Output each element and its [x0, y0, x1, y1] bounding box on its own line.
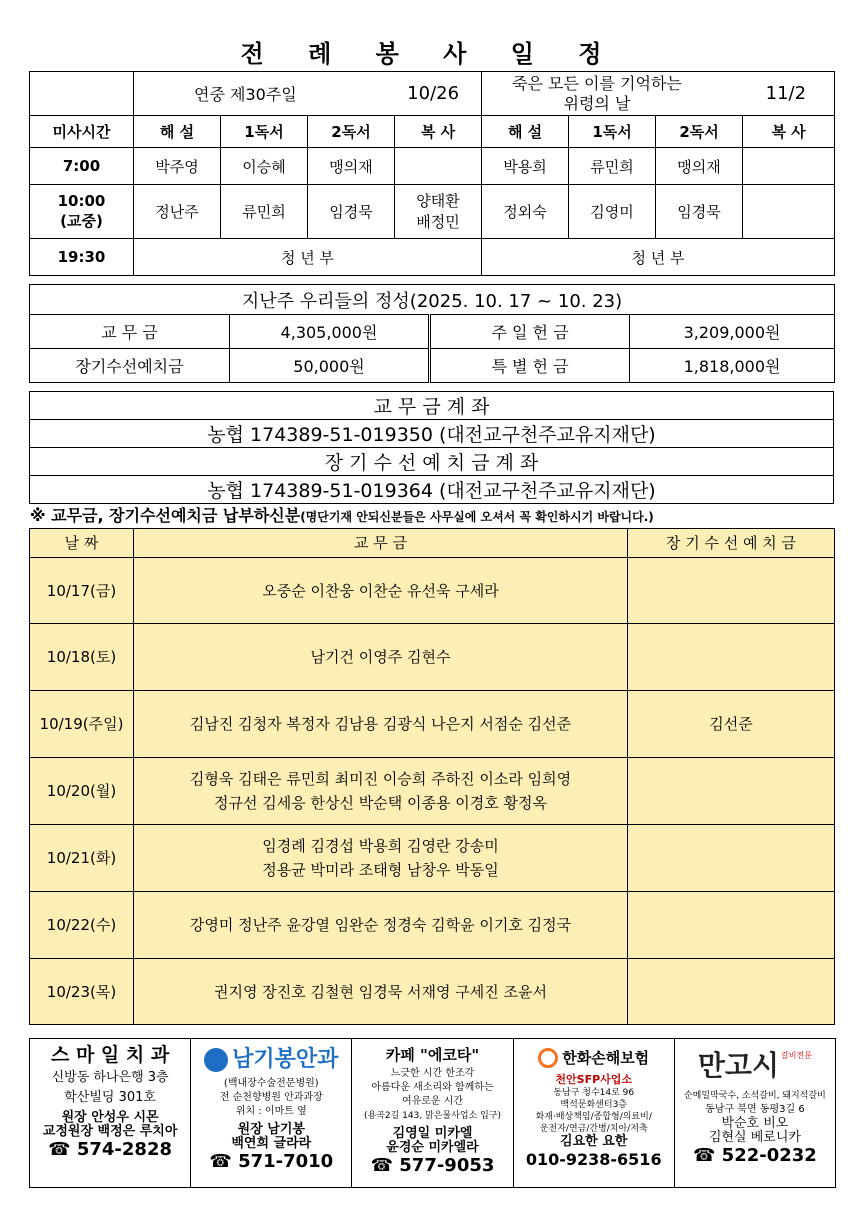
payment-repair: [628, 624, 835, 691]
payment-repair: 김선준: [628, 691, 835, 758]
week1-date: 10/26: [407, 83, 460, 104]
offering-value: 4,305,000원: [230, 315, 430, 349]
ad-line: 김현실 베로니카: [708, 1130, 801, 1145]
payment-names: [134, 825, 628, 892]
mass-time: 7:00: [30, 148, 134, 185]
ad-phone: ☎ 577-9053: [370, 1155, 495, 1176]
server-cell: 김영미: [569, 185, 656, 239]
offering-value: 1,818,000원: [630, 349, 835, 383]
account-title: 장 기 수 선 예 치 금 계 좌: [30, 448, 834, 476]
ad-line: 위치 : 이마트 옆: [235, 1106, 307, 1117]
ad-line: 백연희 글라라: [231, 1136, 312, 1151]
eye-logo-icon: [204, 1048, 228, 1072]
col-header: 1독서: [221, 116, 308, 148]
ad-subtitle: 갈비전문: [781, 1051, 812, 1060]
payment-date: 10/19(주일): [30, 691, 134, 758]
table-row: [30, 892, 835, 959]
ad-phone: 010-9238-6516: [525, 1150, 662, 1169]
offering-label: 특 별 헌 금: [430, 349, 630, 383]
server-cell: 맹의재: [308, 148, 395, 185]
names-line: 남기건 이영주 김현수: [310, 648, 451, 666]
offering-label: 교 무 금: [30, 315, 230, 349]
offering-label: 주 일 헌 금: [430, 315, 630, 349]
payments-col-repair: 장 기 수 선 예 치 금: [628, 529, 835, 558]
col-header: 해 설: [134, 116, 221, 148]
server-cell: 박용희: [482, 148, 569, 185]
week2-date: 11/2: [765, 83, 807, 104]
payment-date: 10/23(목): [30, 959, 134, 1025]
ad-line: 윤경순 미카엘라: [386, 1140, 479, 1155]
ad-line: 김영일 미카엘: [392, 1126, 473, 1141]
payment-names: [134, 892, 628, 959]
ad-line: 화재·배상책임/종합형/의료비/: [535, 1112, 652, 1122]
offering-value: 3,209,000원: [630, 315, 835, 349]
col-header: 해 설: [482, 116, 569, 148]
ad-insurance: [514, 1039, 675, 1187]
blank-corner: [30, 72, 134, 116]
mass-time-note: (교중): [60, 212, 103, 230]
ad-line: (용곡2길 143, 맑은물사업소 입구): [364, 1111, 502, 1121]
sponsor-ads: [29, 1038, 836, 1188]
server-cell: 이승혜: [221, 148, 308, 185]
table-row: [30, 959, 835, 1025]
names-line: 임경례 김경섭 박용희 김영란 강송미: [262, 837, 499, 855]
names-line: 오중순 이찬웅 이찬순 유선욱 구세라: [262, 581, 499, 600]
names-line: 김형욱 김태은 류민희 최미진 이승희 주하진 이소라 임희영: [189, 770, 572, 788]
ad-name: 남기봉안과: [232, 1047, 339, 1072]
ad-line: 아름다운 새소리와 함께하는: [371, 1082, 494, 1093]
ad-name: 만고시: [697, 1049, 780, 1082]
ad-line: (백내장수술전문병원): [223, 1078, 319, 1089]
week2-name-line2: 위령의 날: [563, 93, 631, 113]
ad-line: 느긋한 시간 한조각: [390, 1068, 475, 1079]
payment-date: 10/18(토): [30, 624, 134, 691]
week1-header: [134, 72, 482, 116]
account-number: 농협 174389-51-019364 (대전교구천주교유지재단): [30, 476, 834, 504]
server-cell: 양태환 배정민: [395, 185, 482, 239]
youth-group-cell: 청 년 부: [482, 239, 835, 276]
ad-line: 운전자/연금/간병/치아/저축: [539, 1124, 648, 1134]
ad-line: 신방동 하나은행 3층: [51, 1070, 169, 1085]
payment-date: 10/22(수): [30, 892, 134, 959]
notice-main: ※ 교무금, 장기수선예치금 납부하신분: [30, 506, 301, 525]
ad-line: 전 순천향병원 안과과장: [219, 1092, 323, 1103]
ad-eye-clinic: [191, 1039, 352, 1187]
ad-line: 원장 남기봉: [237, 1122, 305, 1137]
table-row: [30, 624, 835, 691]
offering-heading: 지난주 우리들의 정성(2025. 10. 17 ~ 10. 23): [30, 285, 835, 315]
offering-value: 50,000원: [230, 349, 430, 383]
server-cell: 임경묵: [308, 185, 395, 239]
payments-col-dues: 교 무 금: [134, 529, 628, 558]
payment-date: 10/20(월): [30, 758, 134, 825]
server-cell: 정난주: [134, 185, 221, 239]
col-header: 복 사: [395, 116, 482, 148]
ad-name: 한화손해보험: [562, 1049, 650, 1067]
mass-time: 19:30: [30, 239, 134, 276]
ad-line: 교정원장 백정은 루치아: [42, 1124, 178, 1139]
ad-line: 김요한 요한: [560, 1134, 628, 1149]
ad-line: 동남구 청수14로 96: [553, 1088, 635, 1098]
payment-repair: [628, 758, 835, 825]
payment-notice: [30, 503, 654, 526]
server-cell: [743, 185, 835, 239]
payment-repair: [628, 892, 835, 959]
names-line: 정규선 김세응 한상신 박순택 이종용 이경호 황정옥: [214, 794, 547, 812]
account-number: 농협 174389-51-019350 (대전교구천주교유지재단): [30, 420, 834, 448]
payment-repair: [628, 825, 835, 892]
ad-phone: ☎ 571-7010: [209, 1151, 334, 1172]
payment-repair: [628, 558, 835, 624]
ad-line: 천안SFP사업소: [555, 1073, 633, 1086]
payment-repair: [628, 959, 835, 1025]
ad-phone: ☎ 522-0232: [692, 1145, 817, 1166]
table-row: [30, 758, 835, 825]
payments-col-date: 날 짜: [30, 529, 134, 558]
payment-names: [134, 758, 628, 825]
col-header: 복 사: [743, 116, 835, 148]
server-cell: [395, 148, 482, 185]
payment-names: [134, 959, 628, 1025]
names-line: 권지영 장진호 김철현 임경묵 서재영 구세진 조윤서: [214, 982, 547, 1001]
page-title: 전 례 봉 사 일 정: [240, 40, 620, 68]
table-row: [30, 558, 835, 624]
payment-date: 10/17(금): [30, 558, 134, 624]
ad-smile-dental: [30, 1039, 191, 1187]
offering-table: [29, 284, 835, 383]
mass-time-value: 10:00: [57, 192, 106, 210]
week2-name-line1: 죽은 모든 이를 기억하는: [512, 73, 682, 93]
names-line: 강영미 정난주 윤강열 임완순 정경숙 김학윤 이기호 김정국: [189, 916, 572, 934]
ad-line: 박순호 비오: [721, 1116, 789, 1131]
ad-restaurant: [675, 1039, 835, 1187]
mass-time: [30, 185, 134, 239]
youth-group-cell: 청 년 부: [134, 239, 482, 276]
accounts-table: [29, 391, 834, 504]
ad-phone: ☎ 574-2828: [48, 1139, 173, 1160]
col-header: 2독서: [308, 116, 395, 148]
week2-header: [482, 72, 835, 116]
ad-line: 순메밀막국수, 소석갈비, 돼지석갈비: [683, 1091, 826, 1101]
ad-line: 학산빌딩 301호: [64, 1090, 156, 1105]
payments-table: [29, 528, 835, 1025]
ad-line: 백석문화센터3층: [560, 1100, 627, 1110]
col-mass-time: 미사시간: [30, 116, 134, 148]
server-cell: 박주영: [134, 148, 221, 185]
ad-cafe: [352, 1039, 513, 1187]
names-line: 정용균 박미라 조태형 남창우 박동일: [262, 861, 499, 879]
ad-line: 여유로운 시간: [401, 1096, 464, 1107]
service-schedule-table: [29, 71, 835, 276]
account-title: 교 무 금 계 좌: [30, 392, 834, 420]
server-cell: 임경묵: [656, 185, 743, 239]
notice-small: (명단기재 안되신분들은 사무실에 오셔서 꼭 확인하시기 바랍니다.): [300, 510, 654, 524]
table-row: [30, 825, 835, 892]
table-row: [30, 691, 835, 758]
col-header: 2독서: [656, 116, 743, 148]
ad-name: 카페 "에코타": [385, 1046, 480, 1064]
week1-name: 연중 제30주일: [194, 85, 297, 104]
payment-names: [134, 558, 628, 624]
names-line: 김남진 김청자 복정자 김남용 김광식 나은지 서점순 김선준: [189, 715, 572, 733]
server-cell: [743, 148, 835, 185]
server-cell: 류민희: [221, 185, 308, 239]
hanwha-logo-icon: [538, 1048, 558, 1068]
ad-line: 동남구 북면 동평3길 6: [705, 1104, 805, 1115]
ad-name: 스 마 일 치 과: [50, 1044, 170, 1066]
server-cell: 류민희: [569, 148, 656, 185]
col-header: 1독서: [569, 116, 656, 148]
ad-line: 원장 안성우 시몬: [61, 1110, 159, 1125]
payment-names: [134, 624, 628, 691]
payment-names: [134, 691, 628, 758]
payment-date: 10/21(화): [30, 825, 134, 892]
offering-label: 장기수선예치금: [30, 349, 230, 383]
server-cell: 맹의재: [656, 148, 743, 185]
server-cell: 정외숙: [482, 185, 569, 239]
